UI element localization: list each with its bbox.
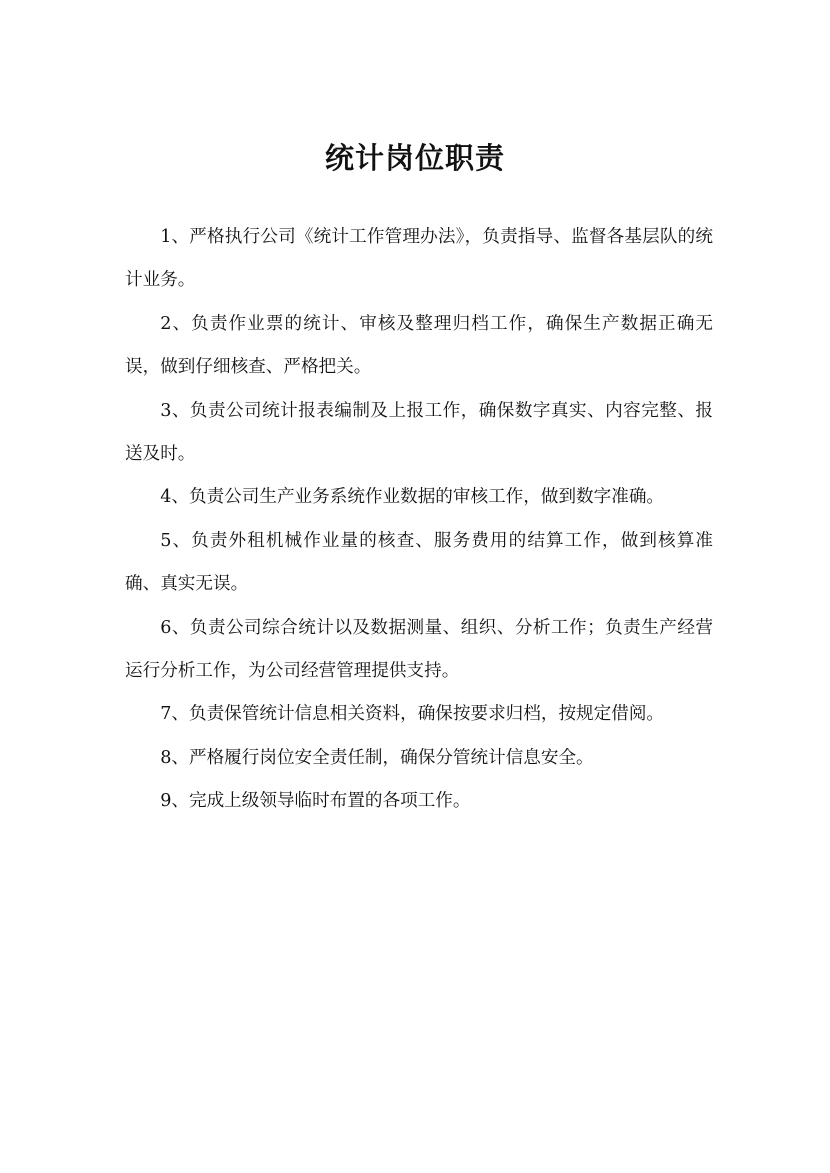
duty-item-1: 1、严格执行公司《统计工作管理办法》，负责指导、监督各基层队的统计业务。 <box>125 227 713 291</box>
duty-item-4: 4、负责公司生产业务系统作业数据的审核工作，做到数字准确。 <box>160 487 665 508</box>
duties-list <box>125 216 713 824</box>
duty-item-5: 5、负责外租机械作业量的核查、服务费用的结算工作，做到核算准确、真实无误。 <box>125 530 713 595</box>
duty-item-6: 6、负责公司综合统计以及数据测量、组织、分析工作；负责生产经营运行分析工作，为公司经营管理提供支持。 <box>125 617 713 682</box>
duty-item-7: 7、负责保管统计信息相关资料，确保按要求归档，按规定借阅。 <box>160 704 665 725</box>
duty-item-9: 9、完成上级领导临时布置的各项工作。 <box>160 791 471 812</box>
page-title: 统计岗位职责 <box>324 141 505 175</box>
duty-item-8: 8、严格履行岗位安全责任制，确保分管统计信息安全。 <box>160 747 594 768</box>
duty-item-2: 2、负责作业票的统计、审核及整理归档工作，确保生产数据正确无误，做到仔细核查、严格把关。 <box>125 313 713 378</box>
duty-item-3: 3、负责公司统计报表编制及上报工作，确保数字真实、内容完整、报送及时。 <box>125 400 713 465</box>
